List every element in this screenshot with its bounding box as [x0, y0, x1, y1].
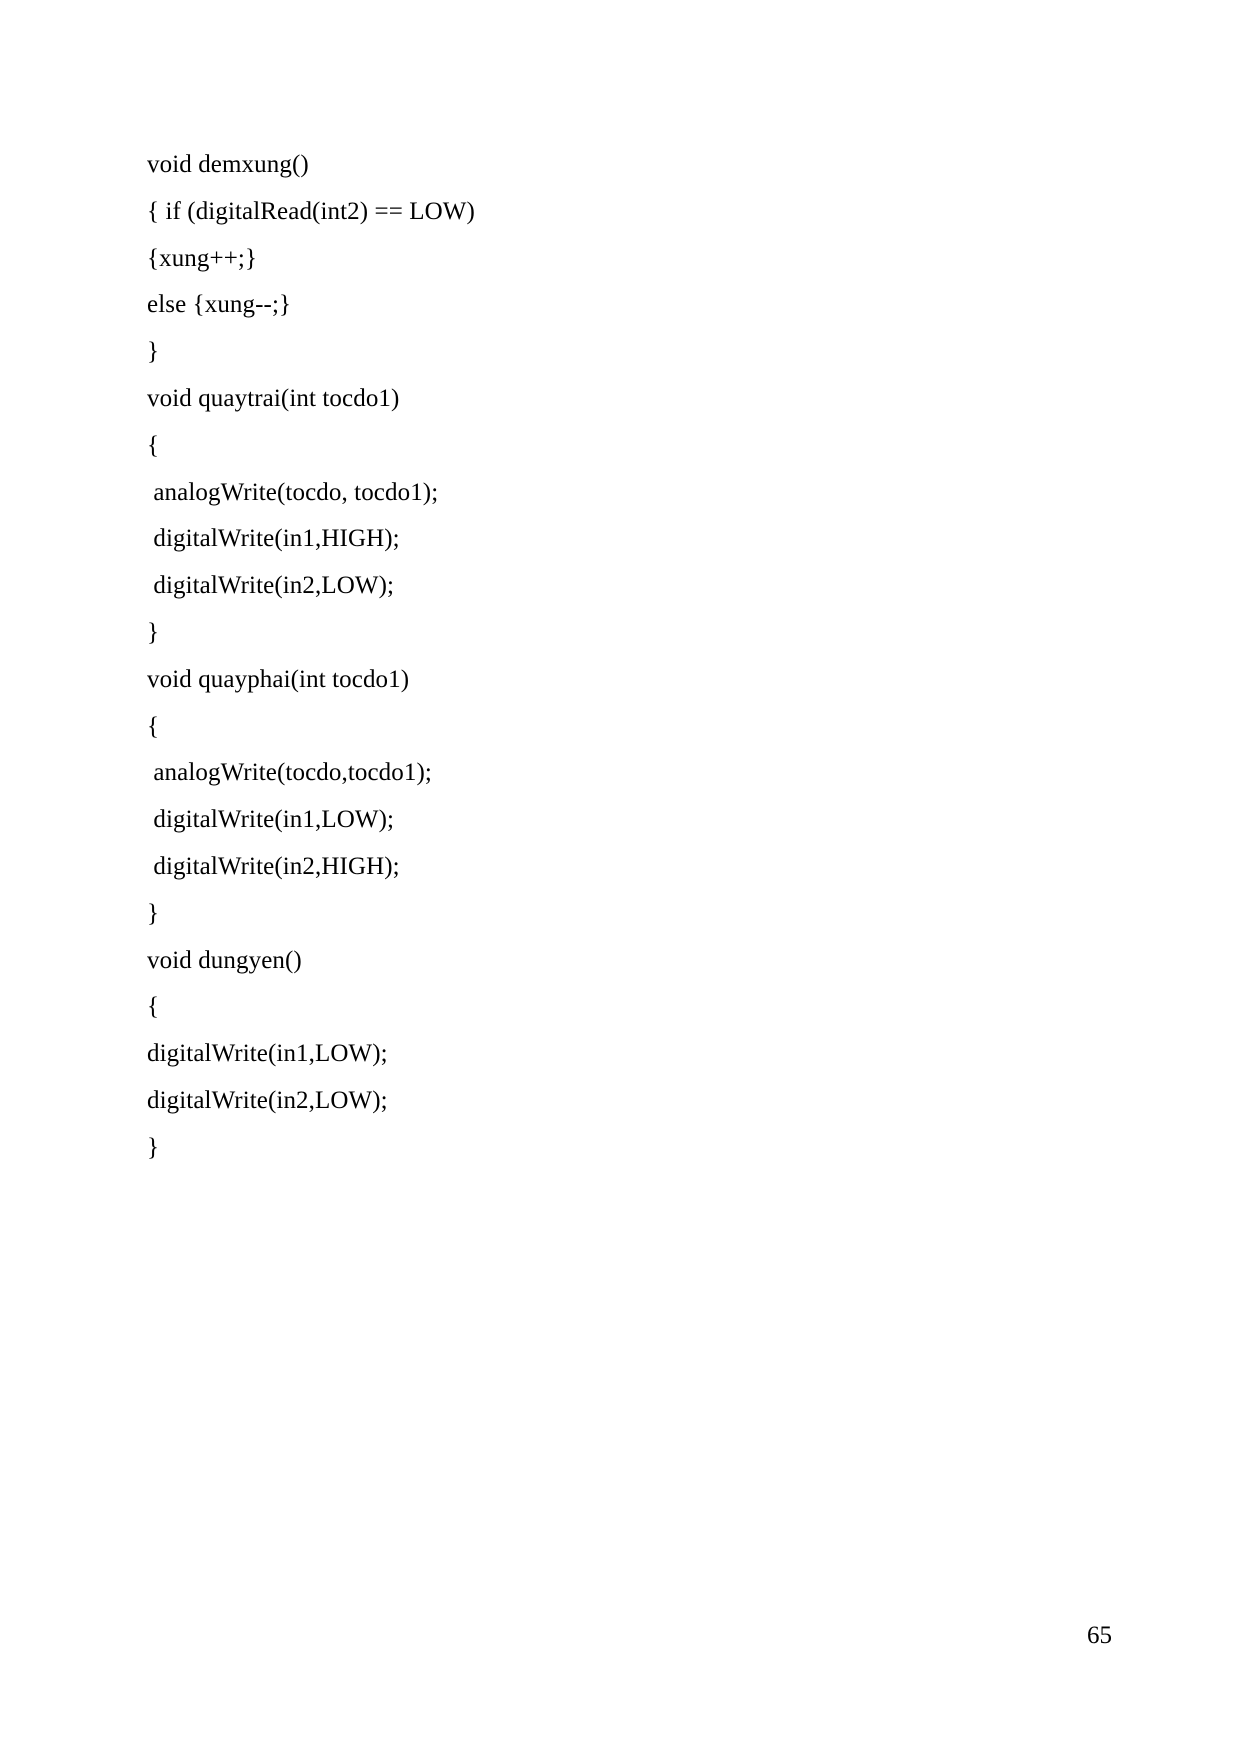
code-line: {	[147, 431, 160, 459]
code-line: }	[147, 618, 160, 646]
code-line: void quaytrai(int tocdo1)	[147, 384, 400, 412]
code-line: {	[147, 993, 160, 1021]
code-line: }	[147, 1133, 160, 1161]
code-line: digitalWrite(in1,LOW);	[147, 1040, 388, 1068]
code-line: void dungyen()	[147, 946, 302, 974]
code-line: digitalWrite(in2,LOW);	[147, 1086, 388, 1114]
code-line: }	[147, 899, 160, 927]
code-line: digitalWrite(in2,LOW);	[147, 572, 395, 600]
code-line: digitalWrite(in2,HIGH);	[147, 852, 400, 880]
code-listing	[147, 146, 1047, 1176]
code-line: {xung++;}	[147, 244, 258, 272]
code-line: }	[147, 338, 160, 366]
code-line: else {xung--;}	[147, 291, 292, 319]
code-line: analogWrite(tocdo,tocdo1);	[147, 759, 432, 787]
code-line: void quayphai(int tocdo1)	[147, 665, 410, 693]
code-line: digitalWrite(in1,LOW);	[147, 806, 395, 834]
code-line: analogWrite(tocdo, tocdo1);	[147, 478, 439, 506]
code-line: { if (digitalRead(int2) == LOW)	[147, 197, 475, 225]
code-line: {	[147, 712, 160, 740]
code-line: void demxung()	[147, 151, 309, 178]
page-number: 65	[1087, 1622, 1112, 1649]
code-line: digitalWrite(in1,HIGH);	[147, 525, 400, 553]
